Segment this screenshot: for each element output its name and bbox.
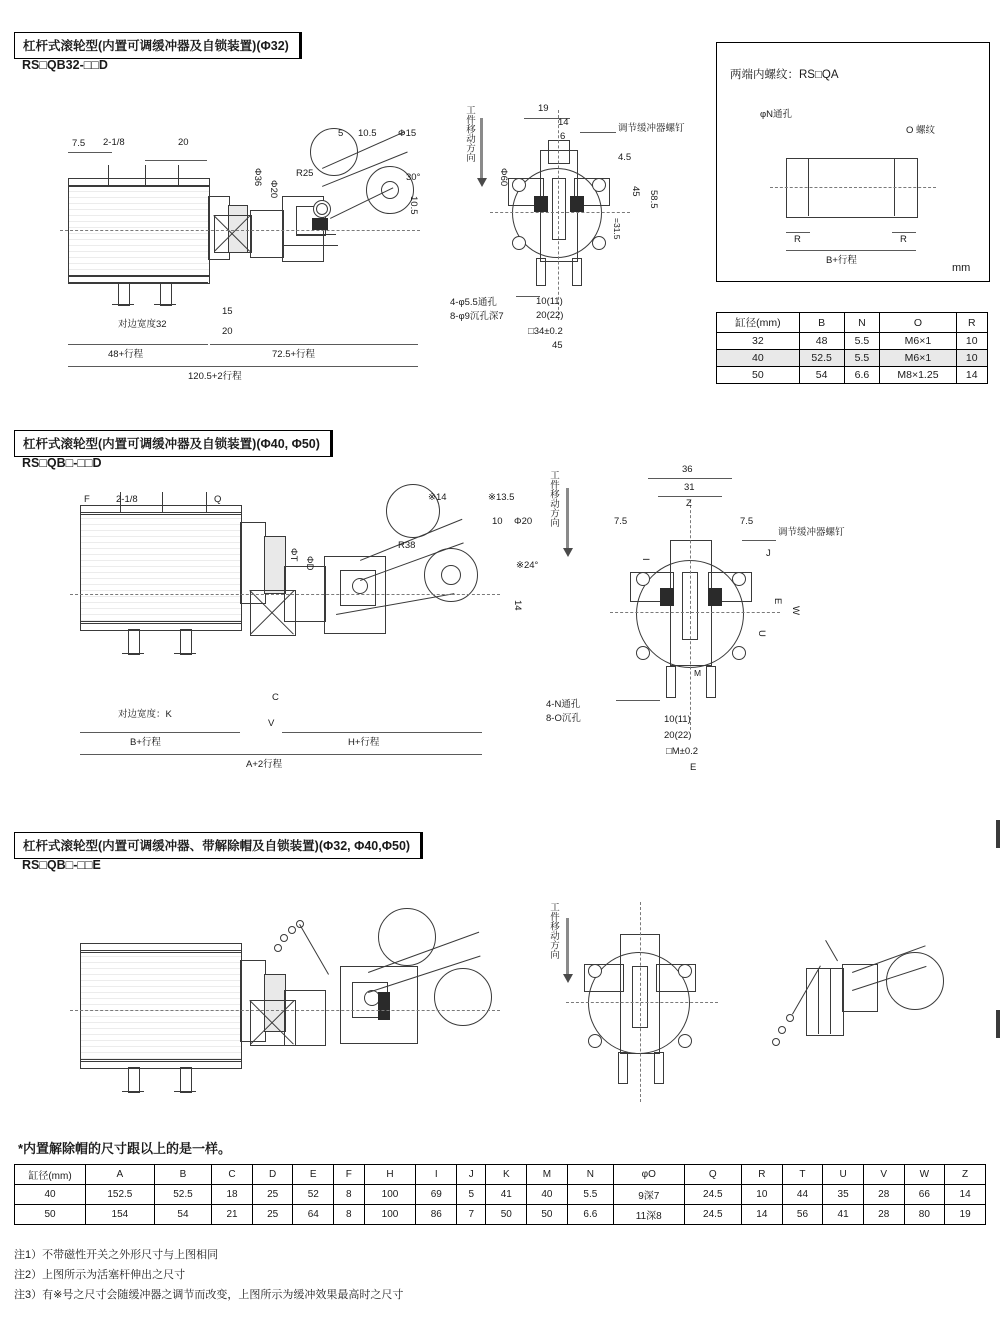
front-leg-2 xyxy=(572,258,582,286)
dim-label-10-11: 10(11) xyxy=(536,296,563,307)
front3-hole-tr xyxy=(678,964,692,978)
port-base-2a xyxy=(122,653,144,654)
port-base-3a xyxy=(122,1091,144,1092)
front3-centerline-h xyxy=(566,1002,718,1003)
port-base-1a xyxy=(112,304,134,305)
centerline-2 xyxy=(70,594,500,595)
table-row xyxy=(15,1205,986,1225)
bth-17: U xyxy=(823,1165,864,1185)
bth-1: A xyxy=(86,1165,155,1185)
front-rod-1 xyxy=(552,178,566,240)
dim-label-J: J xyxy=(766,548,771,559)
label-adjust-screw-1: 调节缓冲器螺钉 xyxy=(618,123,685,134)
dim-label-7p5: 7.5 xyxy=(72,138,86,149)
dim-label-20-22b: 20(22) xyxy=(664,730,692,741)
note-dim-r1 xyxy=(786,232,810,233)
td-2-1: 54 xyxy=(799,367,844,384)
leader-hole-2 xyxy=(616,700,660,701)
front3-leg-1 xyxy=(618,1052,628,1084)
detail-chain-3 xyxy=(786,1014,794,1022)
dim-label-E-b: E xyxy=(690,762,697,773)
bth-12: N xyxy=(567,1165,613,1185)
dim-72p5-line xyxy=(210,344,418,345)
work-dir-arrow-2 xyxy=(563,548,573,557)
dim-label-31p5: =31.5 xyxy=(612,218,622,240)
dim-label-14b: 14 xyxy=(512,600,523,611)
dim-label-star13p5: ※13.5 xyxy=(488,492,515,503)
bth-6: F xyxy=(334,1165,365,1185)
dim-label-R38: R38 xyxy=(398,540,416,551)
btd-1-16: 56 xyxy=(782,1205,823,1225)
dim-label-star14: ※14 xyxy=(428,492,447,503)
work-dir-shaft-3 xyxy=(566,918,569,976)
bth-11: M xyxy=(527,1165,568,1185)
dim-label-72p5: 72.5+行程 xyxy=(272,349,316,360)
dim-B-line xyxy=(80,732,240,733)
dim-label-31: 31 xyxy=(684,482,695,493)
front-dark-block-1 xyxy=(534,196,548,212)
footnote-1: 注1）不带磁性开关之外形尺寸与上图相同 xyxy=(14,1249,219,1261)
port-1b xyxy=(160,282,172,306)
port-2b xyxy=(180,629,192,655)
td-0-4: 10 xyxy=(956,333,987,350)
table-row xyxy=(717,333,988,350)
port-3b xyxy=(180,1067,192,1093)
btd-0-11: 40 xyxy=(527,1185,568,1205)
body-cap-top-2 xyxy=(80,505,242,515)
roller-hub-1 xyxy=(381,181,399,199)
front2-leg-1 xyxy=(666,666,676,698)
lever-base-2 xyxy=(282,245,338,246)
label-counterbore-1: 8-φ9沉孔深7 xyxy=(450,311,504,322)
star-note: *内置解除帽的尺寸跟以上的是一样。 xyxy=(18,1141,232,1156)
dim-label-6: 6 xyxy=(560,131,566,142)
dim-label-U: U xyxy=(756,630,767,637)
btd-0-3: 18 xyxy=(212,1185,253,1205)
dim-label-7p5b: 7.5 xyxy=(740,516,754,527)
dim-H-line xyxy=(282,732,482,733)
note-shaft xyxy=(786,158,918,218)
dim-label-C: C xyxy=(272,692,279,703)
dim-label-d20b: Φ20 xyxy=(514,516,533,527)
td-0-2: 5.5 xyxy=(844,333,880,350)
section-1-title: 杠杆式滚轮型(内置可调缓冲器及自锁装置)(Φ32) xyxy=(14,32,302,59)
dim-label-14: 14 xyxy=(558,117,569,128)
td-1-1: 52.5 xyxy=(799,350,844,367)
front2-centerline-h xyxy=(610,612,780,613)
mount-hole-line-a1 xyxy=(108,165,109,185)
section-2-model: RS□QB□-□□D xyxy=(22,456,102,470)
note-dim-b-line xyxy=(786,250,916,251)
dim-label-2-1-8: 2-1/8 xyxy=(103,137,125,148)
th-0: 缸径(mm) xyxy=(717,313,800,333)
cylinder-body-1 xyxy=(68,185,210,277)
dim-label-d15: Φ15 xyxy=(398,128,417,139)
front-hole-tr xyxy=(592,178,606,192)
label-work-direction-3: 工件移动方向 xyxy=(548,902,559,959)
note-dim-label-b: B+行程 xyxy=(826,255,857,266)
front3-leg-2 xyxy=(654,1052,664,1084)
btd-1-12: 6.6 xyxy=(567,1205,613,1225)
btd-0-12: 5.5 xyxy=(567,1185,613,1205)
front-hole-tl xyxy=(512,178,526,192)
btd-0-14: 24.5 xyxy=(684,1185,741,1205)
dim-label-Mtol: □M±0.2 xyxy=(666,746,699,757)
dim-label-Z: Z xyxy=(686,498,692,509)
lever-pin-1 xyxy=(312,218,328,230)
btd-1-17: 41 xyxy=(823,1205,864,1225)
dim-label-5: 5 xyxy=(338,128,344,139)
btd-1-13: 11深8 xyxy=(613,1205,684,1225)
body-cap-top-1 xyxy=(68,178,210,187)
front-hole-br xyxy=(592,236,606,250)
dim-label-10p5b: 10.5 xyxy=(408,196,419,215)
td-1-0: 40 xyxy=(717,350,800,367)
mount-hole-line-b2 xyxy=(162,492,163,512)
front-hole-bl xyxy=(512,236,526,250)
btd-1-4: 25 xyxy=(252,1205,293,1225)
btd-0-9: 5 xyxy=(457,1185,486,1205)
table-header-row xyxy=(717,313,988,333)
btd-0-8: 69 xyxy=(416,1185,457,1205)
dim-label-48: 48+行程 xyxy=(108,349,144,360)
label-adjust-screw-2: 调节缓冲器螺钉 xyxy=(778,527,845,538)
dim-label-20: 20 xyxy=(178,137,189,148)
note-centerline xyxy=(770,187,936,188)
btd-1-8: 86 xyxy=(416,1205,457,1225)
btd-0-15: 10 xyxy=(742,1185,783,1205)
td-1-4: 10 xyxy=(956,350,987,367)
page-edge-mark-2 xyxy=(996,1010,1000,1038)
head-block-2b xyxy=(264,536,286,594)
btd-1-18: 28 xyxy=(863,1205,904,1225)
td-0-0: 32 xyxy=(717,333,800,350)
btd-1-6: 8 xyxy=(334,1205,365,1225)
dim-label-d36: Φ36 xyxy=(252,168,263,187)
table-row xyxy=(717,367,988,384)
dim-label-F: F xyxy=(84,494,90,505)
td-0-1: 48 xyxy=(799,333,844,350)
btd-1-20: 19 xyxy=(945,1205,986,1225)
front2-leg-2 xyxy=(706,666,716,698)
cylinder-body-3 xyxy=(80,950,242,1062)
body-cap-top-3 xyxy=(80,943,242,953)
dim-label-D: ΦD xyxy=(304,556,315,571)
pivot-circle-1b xyxy=(316,203,328,215)
btd-0-10: 41 xyxy=(486,1185,527,1205)
dim-label-A-stroke: A+2行程 xyxy=(246,759,283,770)
mount-hole-line-c1 xyxy=(178,165,179,185)
front3-hole-tl xyxy=(588,964,602,978)
dim-label-10b: 10 xyxy=(492,516,503,527)
btd-0-18: 28 xyxy=(863,1185,904,1205)
release-cap-dark-3 xyxy=(378,992,390,1020)
detail-cap-line xyxy=(825,940,838,961)
front2-hole-tl xyxy=(636,572,650,586)
btd-0-4: 25 xyxy=(252,1185,293,1205)
dim-label-B-stroke: B+行程 xyxy=(130,737,161,748)
detail-chain-1 xyxy=(772,1038,780,1046)
note-label-n-hole: φN通孔 xyxy=(760,109,793,120)
bth-9: J xyxy=(457,1165,486,1185)
td-2-2: 6.6 xyxy=(844,367,880,384)
btd-1-19: 80 xyxy=(904,1205,945,1225)
body-cap-bot-3 xyxy=(80,1059,242,1069)
th-4: R xyxy=(956,313,987,333)
section-3-title: 杠杆式滚轮型(内置可调缓冲器、带解除帽及自锁装置)(Φ32, Φ40,Φ50) xyxy=(14,832,423,859)
body-cap-bot-1 xyxy=(68,275,210,284)
dim-label-10p5: 10.5 xyxy=(358,128,377,139)
bth-19: W xyxy=(904,1165,945,1185)
roller-circle-1 xyxy=(310,128,358,176)
btd-1-11: 50 xyxy=(527,1205,568,1225)
td-1-2: 5.5 xyxy=(844,350,880,367)
label-width-32: 对边宽度32 xyxy=(118,319,167,330)
rod-guide-1 xyxy=(250,210,284,258)
leader-adjust-screw-2 xyxy=(742,540,776,541)
btd-1-9: 7 xyxy=(457,1205,486,1225)
dim-label-20-22: 20(22) xyxy=(536,310,564,321)
bth-16: T xyxy=(782,1165,823,1185)
table-row xyxy=(717,350,988,367)
dim-label-r25: R25 xyxy=(296,168,314,179)
front-top-block-1 xyxy=(548,140,570,164)
btd-0-5: 52 xyxy=(293,1185,334,1205)
port-2a xyxy=(128,629,140,655)
btd-1-10: 50 xyxy=(486,1205,527,1225)
bth-10: K xyxy=(486,1165,527,1185)
dim-label-star24: ※24° xyxy=(516,560,539,571)
footnote-3: 注3）有※号之尺寸会随缓冲器之调节而改变，上图所示为缓冲效果最高时之尺寸 xyxy=(14,1289,404,1301)
table-header-row xyxy=(15,1165,986,1185)
front3-hole-bl xyxy=(588,1034,602,1048)
detail-line-1 xyxy=(818,968,819,1034)
btd-0-16: 44 xyxy=(782,1185,823,1205)
roller-circle-3b xyxy=(434,968,492,1026)
bth-13: φO xyxy=(613,1165,684,1185)
note-box-title: 两端内螺纹：RS□QA xyxy=(730,69,839,81)
label-O-counterbore: 8-O沉孔 xyxy=(546,713,581,724)
note-unit-label: mm xyxy=(952,262,971,274)
dim-A-line xyxy=(80,754,482,755)
body-cap-bot-2 xyxy=(80,621,242,631)
td-0-3: M6×1 xyxy=(880,333,956,350)
note-dim-label-r2: R xyxy=(900,234,907,245)
front-centerline-h-1 xyxy=(490,212,630,213)
work-dir-arrow-1 xyxy=(477,178,487,187)
label-work-direction-2: 工件移动方向 xyxy=(548,470,559,527)
bth-14: Q xyxy=(684,1165,741,1185)
btd-0-7: 100 xyxy=(364,1185,416,1205)
table-row xyxy=(15,1185,986,1205)
front3-hole-br xyxy=(678,1034,692,1048)
dim-label-E-v: E xyxy=(772,598,783,605)
dim-label-30deg: 30° xyxy=(406,172,421,183)
dim-120p5-line xyxy=(68,366,418,367)
dim-label-I: I xyxy=(640,558,651,561)
bth-2: B xyxy=(154,1165,211,1185)
detail-roller-circle xyxy=(886,952,944,1010)
btd-1-7: 100 xyxy=(364,1205,416,1225)
btd-0-17: 35 xyxy=(823,1185,864,1205)
chain-link-3 xyxy=(288,926,296,934)
front2-hole-br xyxy=(732,646,746,660)
btd-1-15: 14 xyxy=(742,1205,783,1225)
bth-4: D xyxy=(252,1165,293,1185)
dim-label-45: 45 xyxy=(630,186,641,197)
dim-label-T: ΦT xyxy=(288,548,299,562)
section-2-title: 杠杆式滚轮型(内置可调缓冲器及自锁装置)(Φ40, Φ50) xyxy=(14,430,333,457)
dim-31-line xyxy=(658,496,722,497)
btd-1-3: 21 xyxy=(212,1205,253,1225)
footnote-2: 注2）上图所示为活塞杆伸出之尺寸 xyxy=(14,1269,186,1281)
bth-15: R xyxy=(742,1165,783,1185)
work-dir-shaft-2 xyxy=(566,488,569,550)
lever-base-1 xyxy=(296,234,336,235)
mount-hole-line-c2 xyxy=(206,492,207,512)
th-1: B xyxy=(799,313,844,333)
cylinder-body-2 xyxy=(80,512,242,624)
bth-7: H xyxy=(364,1165,416,1185)
front-centerline-v-1 xyxy=(558,110,559,320)
label-width-K: 对边宽度：K xyxy=(118,709,172,720)
front2-dark-1 xyxy=(660,588,674,606)
bth-0: 缸径(mm) xyxy=(15,1165,86,1185)
roller-hub-2 xyxy=(441,565,461,585)
btd-1-0: 50 xyxy=(15,1205,86,1225)
dim-label-Q: Q xyxy=(214,494,222,505)
dim-label-45b: 45 xyxy=(552,340,563,351)
btd-0-0: 40 xyxy=(15,1185,86,1205)
dim-label-58p5: 58.5 xyxy=(648,190,659,209)
dim-label-W: W xyxy=(790,606,801,615)
front2-hole-tr xyxy=(732,572,746,586)
dim-label-20b: 20 xyxy=(222,326,233,337)
front2-hole-bl xyxy=(636,646,650,660)
dim-label-d60: Φ60 xyxy=(498,168,509,187)
dim-label-M: M xyxy=(694,668,702,678)
section-1-model: RS□QB32-□□D xyxy=(22,58,108,72)
dim-label-7p5a: 7.5 xyxy=(614,516,628,527)
work-dir-shaft-1 xyxy=(480,118,483,180)
td-2-3: M8×1.25 xyxy=(880,367,956,384)
label-N-through: 4-N通孔 xyxy=(546,699,581,710)
btd-0-6: 8 xyxy=(334,1185,365,1205)
dim-label-2-1-8b: 2-1/8 xyxy=(116,494,138,505)
detail-chain-2 xyxy=(778,1026,786,1034)
spec-table-top xyxy=(716,312,988,384)
front-leg-1 xyxy=(536,258,546,286)
dim-label-19: 19 xyxy=(538,103,549,114)
th-2: N xyxy=(844,313,880,333)
btd-0-19: 66 xyxy=(904,1185,945,1205)
btd-1-1: 154 xyxy=(86,1205,155,1225)
section-3-model: RS□QB□-□□E xyxy=(22,858,101,872)
dim-20-line xyxy=(145,160,207,161)
td-2-4: 14 xyxy=(956,367,987,384)
port-base-1b xyxy=(154,304,176,305)
th-3: O xyxy=(880,313,956,333)
btd-1-14: 24.5 xyxy=(684,1205,741,1225)
chain-link-2 xyxy=(280,934,288,942)
dim-label-V: V xyxy=(268,718,275,729)
btd-0-13: 9深7 xyxy=(613,1185,684,1205)
dim-48-line xyxy=(68,344,208,345)
centerline-3 xyxy=(70,1010,500,1011)
dim-label-120p5: 120.5+2行程 xyxy=(188,371,242,382)
port-base-3b xyxy=(174,1091,196,1092)
spec-table-bottom xyxy=(14,1164,986,1225)
rod-guide-3 xyxy=(284,990,326,1046)
dim-36-line xyxy=(648,478,732,479)
leader-adjust-screw-1 xyxy=(580,132,616,133)
page-edge-mark-1 xyxy=(996,820,1000,848)
chain-link-1 xyxy=(274,944,282,952)
detail-line-2 xyxy=(830,968,831,1034)
label-work-direction-1: 工件移动方向 xyxy=(464,105,475,162)
dim-7p5 xyxy=(68,152,112,153)
note-label-o-thread: O 螺纹 xyxy=(906,125,936,136)
btd-1-2: 54 xyxy=(154,1205,211,1225)
dim-label-d20: Φ20 xyxy=(268,180,279,199)
dim-label-10-11b: 10(11) xyxy=(664,714,691,725)
centerline-1 xyxy=(60,230,420,231)
work-dir-arrow-3 xyxy=(563,974,573,983)
btd-1-5: 64 xyxy=(293,1205,334,1225)
note-dim-label-r1: R xyxy=(794,234,801,245)
btd-0-2: 52.5 xyxy=(154,1185,211,1205)
dim-label-15: 15 xyxy=(222,306,233,317)
port-base-2b xyxy=(174,653,196,654)
btd-0-1: 152.5 xyxy=(86,1185,155,1205)
port-3a xyxy=(128,1067,140,1093)
chain-cord-3 xyxy=(299,924,329,975)
front-dark-block-2 xyxy=(570,196,584,212)
dim-label-36: 36 xyxy=(682,464,693,475)
mount-hole-line-b1 xyxy=(145,165,146,185)
label-through-hole-1: 4-φ5.5通孔 xyxy=(450,297,497,308)
bth-5: E xyxy=(293,1165,334,1185)
td-1-3: M6×1 xyxy=(880,350,956,367)
bth-18: V xyxy=(863,1165,904,1185)
dim-label-4p5: 4.5 xyxy=(618,152,632,163)
bth-3: C xyxy=(212,1165,253,1185)
dim-label-H-stroke: H+行程 xyxy=(348,737,380,748)
bth-8: I xyxy=(416,1165,457,1185)
dim-label-34: □34±0.2 xyxy=(528,326,563,337)
port-1a xyxy=(118,282,130,306)
note-dim-r2 xyxy=(892,232,916,233)
front2-dark-2 xyxy=(708,588,722,606)
td-2-0: 50 xyxy=(717,367,800,384)
front2-centerline-v xyxy=(690,500,691,730)
btd-0-20: 14 xyxy=(945,1185,986,1205)
bth-20: Z xyxy=(945,1165,986,1185)
